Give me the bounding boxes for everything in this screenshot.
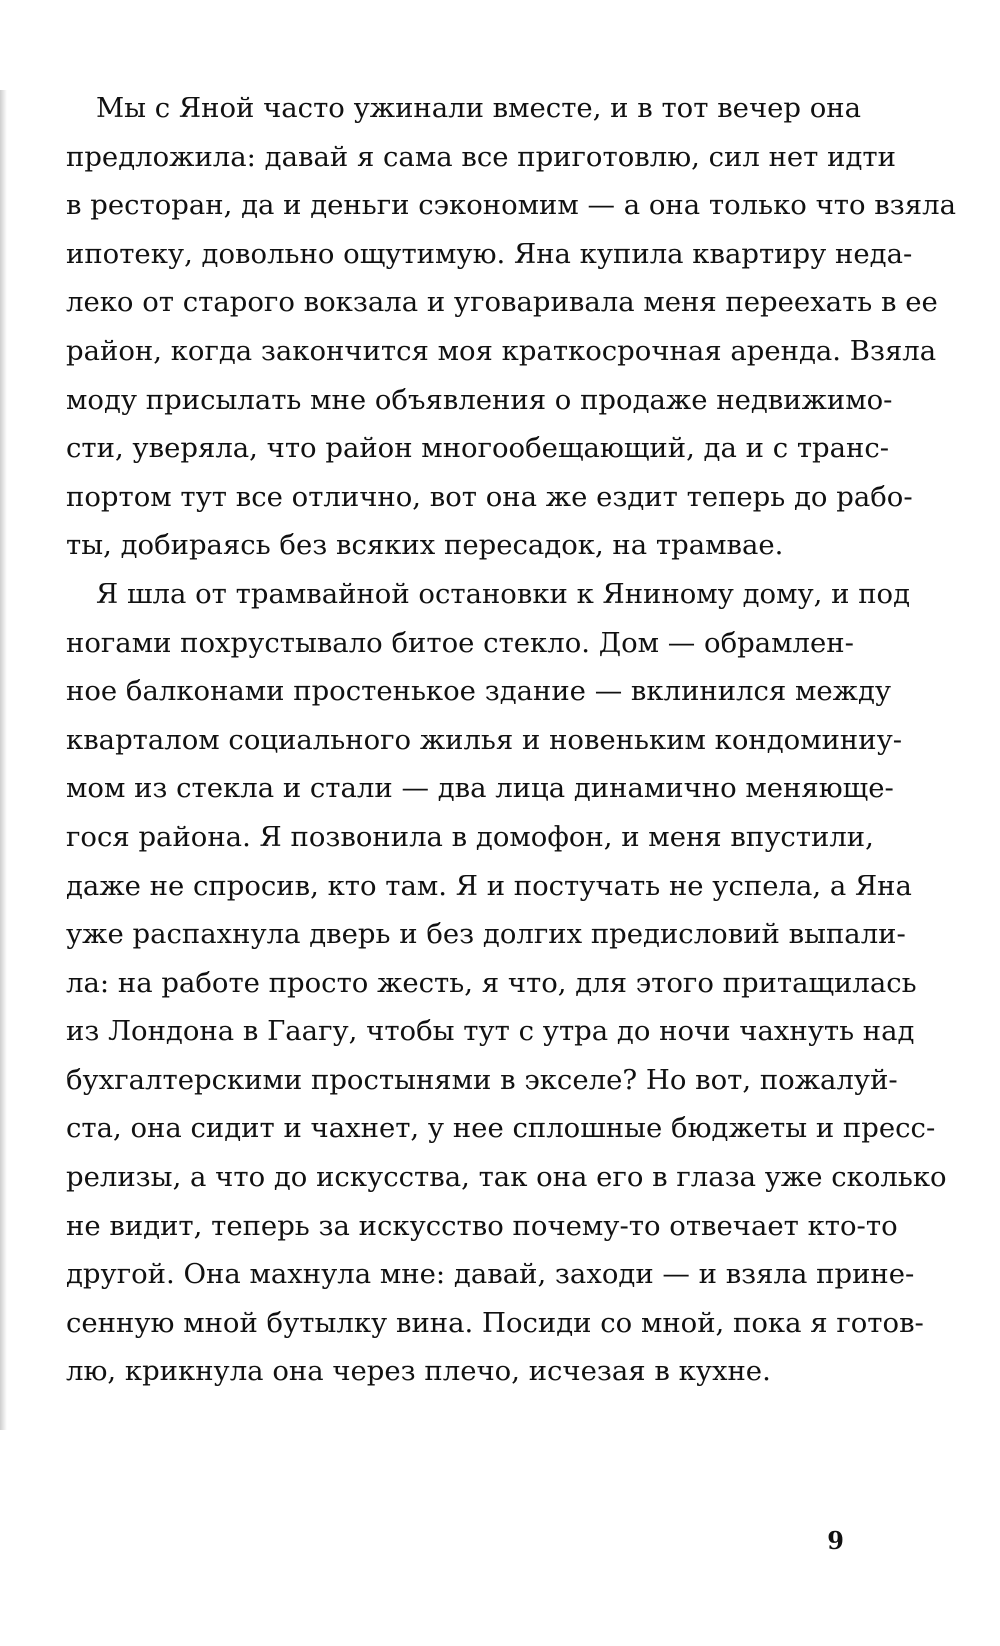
text-line: бухгалтерскими простынями в экселе? Но вот, пожалуй-: [66, 1063, 898, 1096]
text-line: сти, уверяла, что район многообещающий, да и с транс-: [66, 432, 890, 465]
text-line: Мы с Яной часто ужинали вместе, и в тот вечер она: [96, 92, 862, 124]
text-line: даже не спросив, кто там. Я и постучать не успела, а Яна: [66, 869, 912, 902]
text-line: ста, она сидит и чахнет, у нее сплошные бюджеты и пресс-: [66, 1112, 936, 1145]
paragraph-2: [66, 570, 947, 1396]
text-line: ногами похрустывало битое стекло. Дом — обрамлен-: [66, 626, 854, 659]
text-line: релизы, а что до искусства, так она его в глаза уже сколько: [66, 1161, 947, 1194]
paragraph-1: [66, 84, 956, 570]
page-edge-shadow: [0, 90, 7, 1430]
text-line: леко от старого вокзала и уговаривала меня переехать в ее: [66, 286, 938, 319]
text-line: гося района. Я позвонила в домофон, и меня впустили,: [66, 820, 874, 853]
text-line: не видит, теперь за искусство почему-то отвечает кто-то: [66, 1209, 898, 1242]
text-line: из Лондона в Гаагу, чтобы тут с утра до ночи чахнуть над: [66, 1015, 915, 1048]
page-number: 9: [827, 1526, 844, 1555]
text-line: моду присылать мне объявления о продаже недвижимо-: [66, 383, 893, 416]
text-line: уже распахнула дверь и без долгих предисловий выпали-: [66, 918, 906, 951]
text-line: портом тут все отлично, вот она же ездит теперь до рабо-: [66, 480, 913, 513]
text-line: ное балконами простенькое здание — вклинился между: [66, 675, 892, 708]
text-line: ты, добираясь без всяких пересадок, на трамвае.: [66, 529, 784, 562]
text-line: Я шла от трамвайной остановки к Яниному дому, и под: [96, 577, 911, 610]
body-text: [66, 84, 956, 1396]
text-line: сенную мной бутылку вина. Посиди со мной, пока я готов-: [66, 1306, 924, 1339]
text-line: ла: на работе просто жесть, я что, для этого притащилась: [66, 966, 917, 999]
text-line: предложила: давай я сама все приготовлю, сил нет идти: [66, 140, 896, 173]
text-line: лю, крикнула она через плечо, исчезая в кухне.: [66, 1355, 771, 1388]
text-line: другой. Она махнула мне: давай, заходи — и взяла прине-: [66, 1258, 915, 1291]
text-line: мом из стекла и стали — два лица динамично меняюще-: [66, 772, 894, 805]
text-line: кварталом социального жилья и новеньким кондоминиу-: [66, 723, 903, 756]
text-line: район, когда закончится моя краткосрочная аренда. Взяла: [66, 334, 937, 367]
text-line: в ресторан, да и деньги сэкономим — а она только что взяла: [66, 189, 956, 222]
text-line: ипотеку, довольно ощутимую. Яна купила квартиру неда-: [66, 237, 913, 270]
